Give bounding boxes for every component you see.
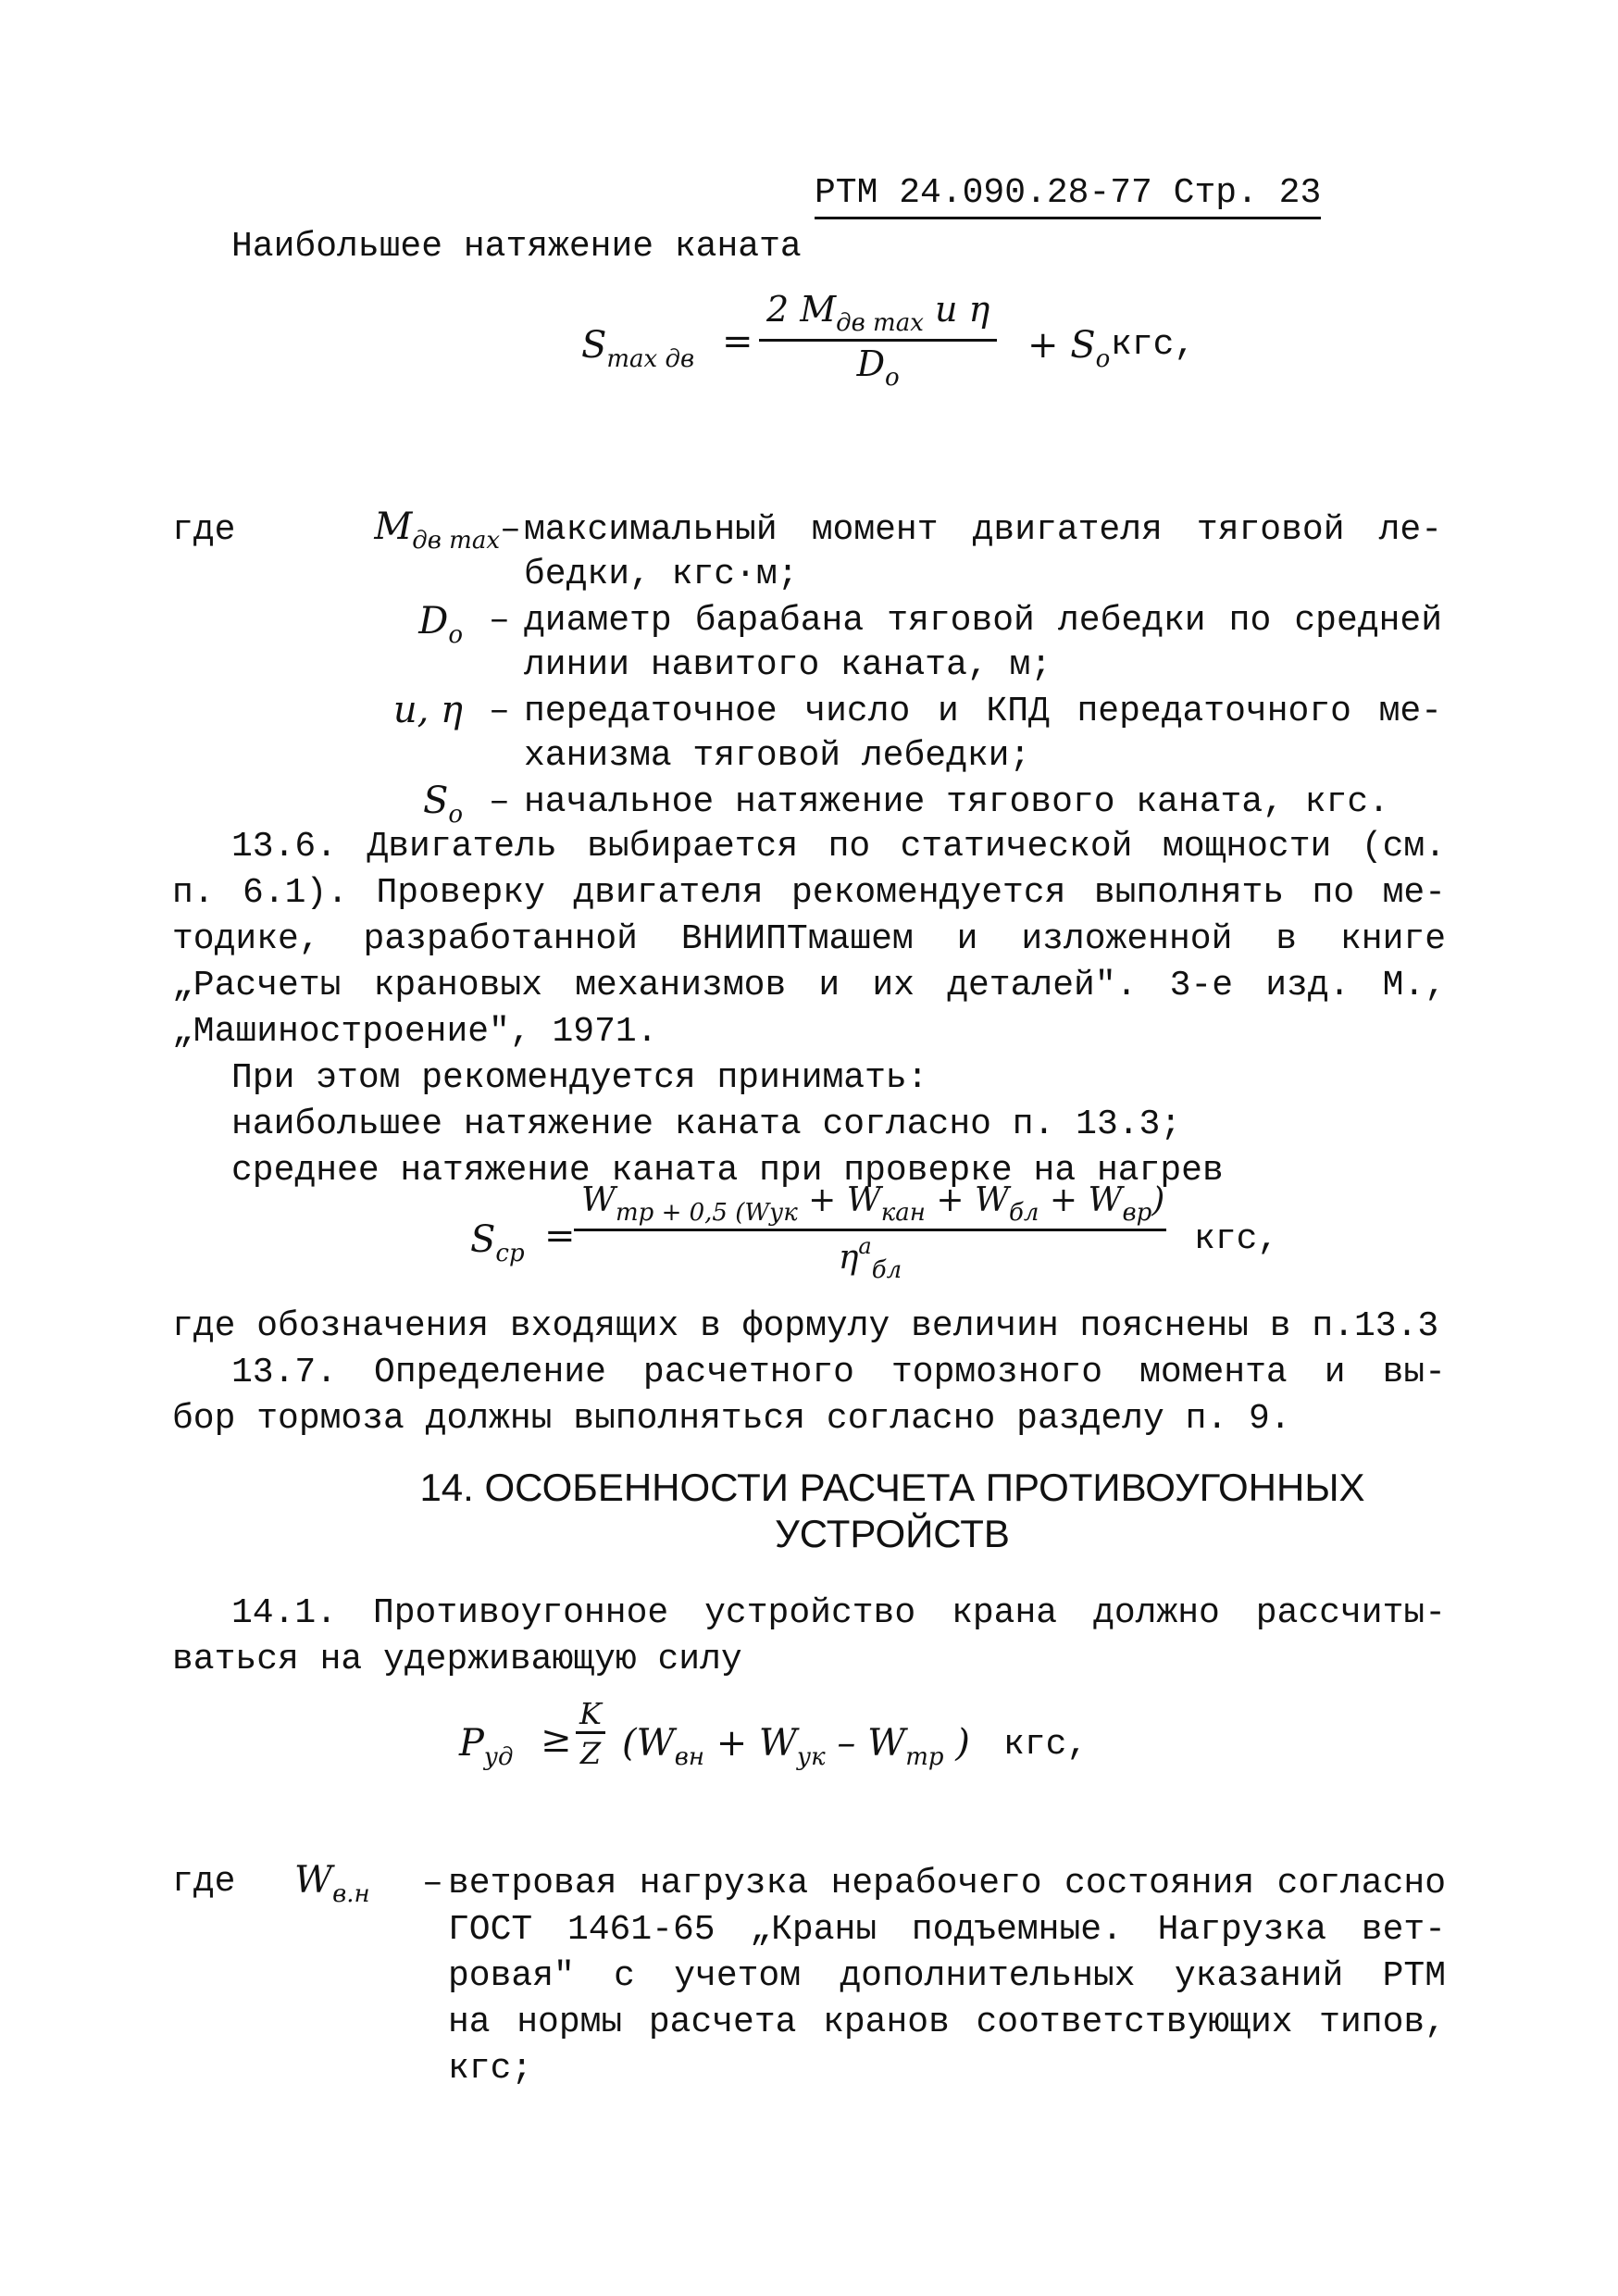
page-header: РТМ 24.090.28-77 Стр. 23 [815, 172, 1321, 219]
f1-den: D [856, 343, 886, 384]
f2-n2: ук [769, 1199, 798, 1227]
f2-n8: вр [1122, 1199, 1152, 1227]
intro-text: Наибольшее натяжение каната [231, 227, 802, 267]
def2-line1: диаметр барабана тяговой лебедки по средней [524, 601, 1442, 641]
f2-n7: + W [1039, 1181, 1123, 1219]
section-title-line2: УСТРОЙСТВ [775, 1512, 1010, 1555]
p13-6-line3: тодике, разработанной ВНИИПТмашем и изложенной в книге [172, 919, 1446, 959]
f2-den-sub: бл [871, 1256, 902, 1284]
f3-sub3: тр [905, 1743, 944, 1771]
f2-den-sup: a [858, 1233, 872, 1259]
accept-line1: При этом рекомендуется принимать: [231, 1058, 928, 1098]
f2-lhs: S [470, 1218, 496, 1261]
f1-fraction [759, 289, 997, 392]
def4-sym-sub: o [448, 801, 463, 829]
f3-sub2: ук [797, 1743, 826, 1771]
accept-line3: среднее натяжение каната при проверке на нагрев [231, 1151, 1224, 1191]
f3-sub1: вн [674, 1743, 704, 1771]
f1-den-sub: o [885, 364, 900, 392]
f3-body: (W [622, 1722, 675, 1765]
def1-sym-sub: дв max [412, 527, 500, 555]
p13-6-line2: п. 6.1). Проверку двигателя рекомендуется выполнять по ме- [172, 873, 1446, 913]
f2-lhs-sub: ср [495, 1240, 525, 1267]
def2-line2: линии навитого каната, м; [524, 645, 1052, 685]
f2-num-parts: тр + 0,5 (W [616, 1199, 770, 1227]
f3-den: Z [579, 1736, 602, 1771]
where-label-1: где [172, 510, 236, 550]
p13-7-line1: 13.7. Определение расчетного тормозного момента и вы- [231, 1353, 1446, 1392]
p13-6-line1: 13.6. Двигатель выбирается по статической мощности (см. [231, 827, 1446, 867]
f2-n3: + W [797, 1181, 881, 1219]
p13-6-line5: „Машиностроение", 1971. [172, 1012, 658, 1052]
f2-unit: кгс, [1194, 1219, 1279, 1259]
def5-line2: ГОСТ 1461-65 „Краны подъемные. Нагрузка вет- [448, 1910, 1446, 1950]
def5-sym-sub: в.н [332, 1880, 370, 1908]
def4-sym: S [422, 780, 449, 822]
where-label-3: где [172, 1862, 236, 1902]
def1-dash: – [500, 510, 521, 550]
def5-line1: ветровая нагрузка нерабочего состояния согласно [448, 1864, 1446, 1903]
def5-line4: на нормы расчета кранов соответствующих типов, [448, 2003, 1446, 2042]
def3-dash: – [489, 692, 510, 731]
section-title-line1: 14. ОСОБЕННОСТИ РАСЧЕТА ПРОТИВОУГОННЫХ [419, 1466, 1365, 1509]
f2-num: W [581, 1181, 616, 1219]
def2-sym-sub: o [448, 621, 463, 649]
f3-b3: – W [825, 1722, 906, 1765]
accept-line2: наибольшее натяжение каната согласно п. 13.3; [231, 1104, 1182, 1144]
f3-lhs: P [459, 1722, 484, 1765]
p14-1-line1: 14.1. Противоугонное устройство крана должно рассчиты- [231, 1593, 1446, 1633]
def5-dash: – [422, 1864, 443, 1903]
f2-n9: ) [1151, 1181, 1165, 1219]
def3-sym: u, η [392, 689, 463, 731]
f3-num: K [576, 1696, 605, 1734]
def2-sym: D [418, 600, 449, 643]
def5-line3: ровая" с учетом дополнительных указаний РТМ [448, 1956, 1446, 1996]
f2-eq: = [544, 1215, 576, 1257]
f3-lhs-sub: уд [483, 1743, 514, 1771]
f1-lhs: S [581, 324, 607, 367]
f2-den: η [838, 1239, 859, 1277]
f1-lhs-sub: max дв [606, 345, 695, 373]
f2-n5: + W [925, 1181, 1009, 1219]
def3-line2: ханизма тяговой лебедки; [524, 736, 1031, 776]
f1-tail-sub: o [1095, 345, 1111, 373]
def1-line1: максимальный момент двигателя тяговой ле- [524, 510, 1442, 550]
f1-unit: кгс, [1111, 325, 1196, 365]
f3-fraction [576, 1696, 605, 1771]
f1-num-tail: u η [923, 289, 990, 330]
def4-dash: – [489, 782, 510, 822]
f1-eq: = [722, 320, 753, 363]
f3-b4: ) [943, 1722, 970, 1765]
f3-unit: кгс, [1003, 1725, 1089, 1765]
def3-line1: передаточное число и КПД передаточного ме- [524, 692, 1442, 731]
f3-b2: + W [703, 1722, 798, 1765]
def2-dash: – [489, 601, 510, 641]
f3-ge: ≥ [541, 1718, 572, 1761]
def5-sym: W [294, 1859, 333, 1902]
def1-line2: бедки, кгс·м; [524, 555, 799, 594]
where-note-2: где обозначения входящих в формулу величин пояснены в п.13.3 [172, 1306, 1439, 1346]
f2-n4: кан [880, 1199, 926, 1227]
def5-line5: кгс; [448, 2049, 533, 2089]
f1-tail: + S [1027, 324, 1096, 367]
f1-num-sub: дв max [836, 309, 924, 337]
p13-6-line4: „Расчеты крановых механизмов и их деталей". 3-е изд. М., [172, 966, 1446, 1005]
def4-line1: начальное натяжение тягового каната, кгс. [524, 782, 1389, 822]
def1-sym: M [374, 505, 413, 548]
f2-n6: бл [1009, 1199, 1039, 1227]
f1-num: 2 M [766, 289, 837, 330]
f2-fraction [574, 1181, 1166, 1284]
p14-1-line2: ваться на удерживающую силу [172, 1640, 742, 1679]
p13-7-line2: бор тормоза должны выполняться согласно разделу п. 9. [172, 1399, 1291, 1439]
